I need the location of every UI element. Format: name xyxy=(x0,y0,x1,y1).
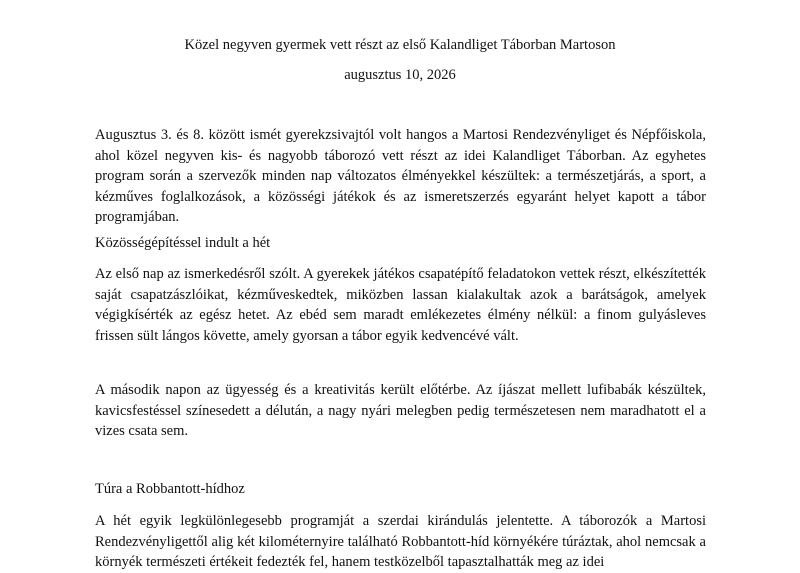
section-heading-community: Közösségépítéssel indult a hét xyxy=(95,235,271,251)
paragraph-second-day: A második napon az ügyesség és a kreativitás került előtérbe. Az íjászat mellett lufibabák készültek, kavicsfestéssel színesedett a délután, a nagy nyári melegben pedig természetesen nem maradhatott el a vizes csata sem. xyxy=(95,382,706,439)
paragraph-first-day: Az első nap az ismerkedésről szólt. A gyerekek játékos csapatépítő feladatokon vettek részt, elkészítették saját csapatzászlóikat, kézműveskedtek, miközben lassan kialakultak azok a barátságok, amelyek végigkísérték az egész hetet. Az ebéd sem maradt emlékezetes élmény nélkül: a finom gulyásleves frissen sült lángos követte, amely gyorsan a tábor egyik kedvencévé vált. xyxy=(95,266,706,344)
article-title: Közel negyven gyermek vett részt az első Kalandliget Táborban Martoson xyxy=(184,37,616,53)
article-date: augusztus 10, 2026 xyxy=(344,67,456,83)
paragraph-hike: A hét egyik legkülönlegesebb programját a szerdai kirándulás jelentette. A táborozók a Martosi Rendezvényligettől alig két kilométernyire található Robbantott-híd környékére túráztak, ahol nemcsak a környék természeti értékeit fedezték fel, hanem testközelből tapasztalhatták meg az idei xyxy=(95,513,706,570)
paragraph-intro: Augusztus 3. és 8. között ismét gyerekzsivajtól volt hangos a Martosi Rendezvényliget és Népfőiskola, ahol közel negyven kis- és nagyobb táborozó vett részt az idei Kalandliget Táborban. Az egyhetes program során a szervezők minden nap változatos élményekkel készültek: a természetjárás, a sport, a kézműves foglalkozások, a közösségi játékok és az ismeretszerzés egyaránt helyet kapott a tábor programjában. xyxy=(95,127,706,225)
section-heading-hike: Túra a Robbantott-hídhoz xyxy=(95,481,245,497)
